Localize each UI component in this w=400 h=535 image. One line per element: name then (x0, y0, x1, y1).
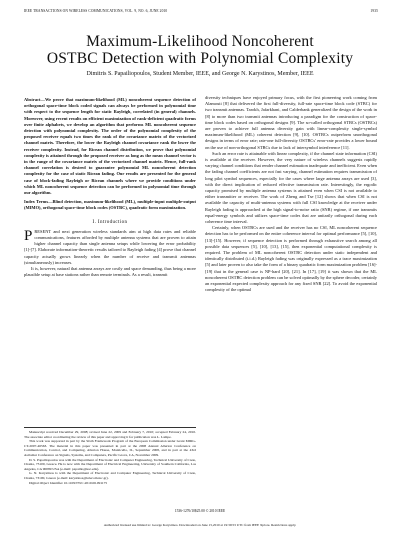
license-notice: Authorized licensed use limited to: George Karystinos. Downloaded on June 15,2010 at 19:39:53 UTC from IEEE Xplore. Restrictions apply. (103, 523, 297, 527)
paper-title (0, 33, 400, 67)
section-heading-introduction: I. Introduction (92, 219, 128, 225)
intro-paragraph-2: It is, however, natural that antenna arrays are costly and space demanding, thus being a more plausible setup at base stations rather than remote terminals. As a result, transmit (24, 266, 196, 278)
title-line-2: OSTBC Detection with Polynomial Complexity (46, 50, 354, 67)
abstract: Abstract—We prove that maximum-likelihood (ML) noncoherent sequence detection of orthogonal space-time block coded signals can always be performed in polynomial time with respect to the sequence length for static Rayleigh, correlated (in general) channels. Moreover, using recent results on efficient maximization of rank-deficient quadratic forms over finite alphabets, we develop an algorithm that performs ML noncoherent sequence detection with polynomial complexity. The order of the polynomial complexity of the proposed receiver equals two times the rank of the covariance matrix of the vectorized channel matrix. Therefore, the lower the Rayleigh channel covariance rank the lower the receiver complexity. Instead, for Ricean channel distribution, we prove that polynomial complexity is attained through the proposed receiver as long as the mean channel vector is in the range of the covariance matrix of the vectorized channel matrix. Hence, full-rank channel correlation is desired to guarantee polynomial ML noncoherent detection complexity for the case of static Ricean fading. Our results are presented for the general case of block-fading Rayleigh or Ricean channels where we provide conditions under which ML noncoherent sequence detection can be performed in polynomial time through our algorithm. (24, 97, 196, 196)
footnote-paragraph: This work was supported in part by the Sixth Framework Program of the European Commission under Grant MIRG-CT-2007-46563. The material in this paper was presented in part at the 2008 Annual Allerton Conference on Communication, Control, and Computing, Allerton House, Monticello, IL, September 2008, and in part at the 43rd Asilomar Conference on Signals, Systems, and Computers, Pacific Grove, CA, November 2009. (24, 439, 196, 457)
intro-paragraph-1-text: RESENT and next generation wireless standards aim at high data rates and reliable communications, features afforded by multiple antenna systems that are proven to attain higher channel capacity than single antenna setups while lowering the error probability [1]-[7]. Elaborate information-theoretic results tailored to Rayleigh fading [4] prove that channel capacity actually grows linearly when the number of receive and transmit antennas (simultaneously) increases. (24, 228, 196, 265)
journal-header: IEEE TRANSACTIONS ON WIRELESS COMMUNICATIONS, VOL. 9, NO. 6, JUNE 2010 (24, 9, 168, 13)
right-column (205, 95, 377, 294)
right-paragraph: Such an error rate is attainable with linear complexity, if the channel state information (CSI) is available at the receiver. However, the very nature of wireless channels suggests rapidly varying channel conditions that render channel estimation inadequate and inefficient. Even when the fading channel coefficients are not fast varying, channel estimation requires transmission of long pilot symbol sequences, especially for the cases where large antenna arrays are used [3], with the direct implication of reduced effective transmission rate. Interestingly, the ergodic capacity promised by multiple antenna systems is attained even when CSI is not available to either transmitter or receiver. The work of Zheng and Tse [12] shows that when CSI is not available the capacity of multi-antenna systems with full CSI knowledge at the receiver under Rayleigh fading is approached at the high signal-to-noise ratio (SNR) regime, if one transmits equal-energy symbols and utilizes space-time codes that are unitarily orthogonal during each coherence time interval. (205, 150, 377, 225)
intro-paragraph-1 (24, 229, 196, 266)
author-line: Dimitris S. Papailiopoulos, Student Member, IEEE, and George N. Karystinos, Member, IEEE (86, 71, 314, 77)
right-paragraph: Certainly, when OSTBCs are used and the receiver has no CSI, ML noncoherent sequence detection has to be performed on the entire coherence interval for optimal performance [5], [10], [13]-[15]. However, if sequence detection is performed through exhaustive search among all possible data sequences [5], [10], [13], [15], then exponential computational complexity is required. The problem of ML noncoherent OSTBC detection under static independent and identically distributed (i.i.d.) Rayleigh fading was originally expressed as a trace maximization [5] and later proven to also take the form of a binary quadratic form maximization problem [16]-[19] that in the general case is NP-hard [20], [21]. In [17], [19] it was shown that the ML noncoherent OSTBC detection problem can be solved optimally by the sphere decoder, certainly an exponential expected complexity approach for any fixed SNR [22]. To avoid the exponential complexity of the optimal (205, 225, 377, 293)
footnote-paragraph: Manuscript received December 29, 2008; revised June 22, 2009 and February 7, 2010; accepted February 24, 2010. The associate editor coordinating the review of this paper and approving it for publication was L. Lampe. (24, 430, 196, 439)
introduction-body (24, 229, 196, 279)
footnote-block (24, 427, 196, 485)
left-column (24, 97, 196, 278)
right-paragraph: diversity techniques have enjoyed primary focus, with the first pioneering work coming from Alamouti [8] that delivered the first full-diversity, full-rate space-time block code (STBC) for two transmit antennas. Tarokh, Jafarkhani, and Calderbank generalized the design of the work in [8] to more than two transmit antennas introducing a paradigm for the construction of space-time block codes based on orthogonal designs [9]. The so-called orthogonal STBCs (OSTBCs) are proven to achieve full antenna diversity gain with linear-complexity single-symbol maximum-likelihood (ML) coherent detection [9], [10]. OSTBCs outperform unorthogonal designs in terms of error rate; rate-one full-diversity OSTBCs' error-rate provides a lower bound on the use of non-orthogonal STBCs due to lack of intersymbol interference [11]. (205, 95, 377, 150)
running-head (24, 9, 378, 13)
footnote-paragraph: D. S. Papailiopoulos was with the Department of Electronic and Computer Engineering, Technical University of Crete, Chania, 73100, Greece. He is now with the Department of Electrical Engineering, University of Southern California, Los Angeles, CA 90089 USA (e-mail: papailio@usc.edu). (24, 457, 196, 471)
index-terms: Index Terms—Blind detection, maximum-likelihood (ML), multiple-input multiple-output (MIMO), orthogonal space-time block codes (OSTBC), quadratic form maximization. (24, 199, 196, 211)
footnote-paragraph: G. N. Karystinos is with the Department of Electronic and Computer Engineering, Technical University of Crete, Chania, 73100, Greece (e-mail: karystinos@telecom.tuc.gr). (24, 471, 196, 480)
page-number: 1935 (370, 9, 378, 13)
copyright-line: 1536-1276/10$25.00 © 2010 IEEE (174, 509, 226, 513)
footnote-paragraph: Digital Object Identifier 10.1109/TWC.2010.06.091175 (29, 480, 108, 485)
drop-cap-letter: P (24, 227, 33, 244)
title-line-1: Maximum-Likelihood Noncoherent (86, 33, 314, 50)
